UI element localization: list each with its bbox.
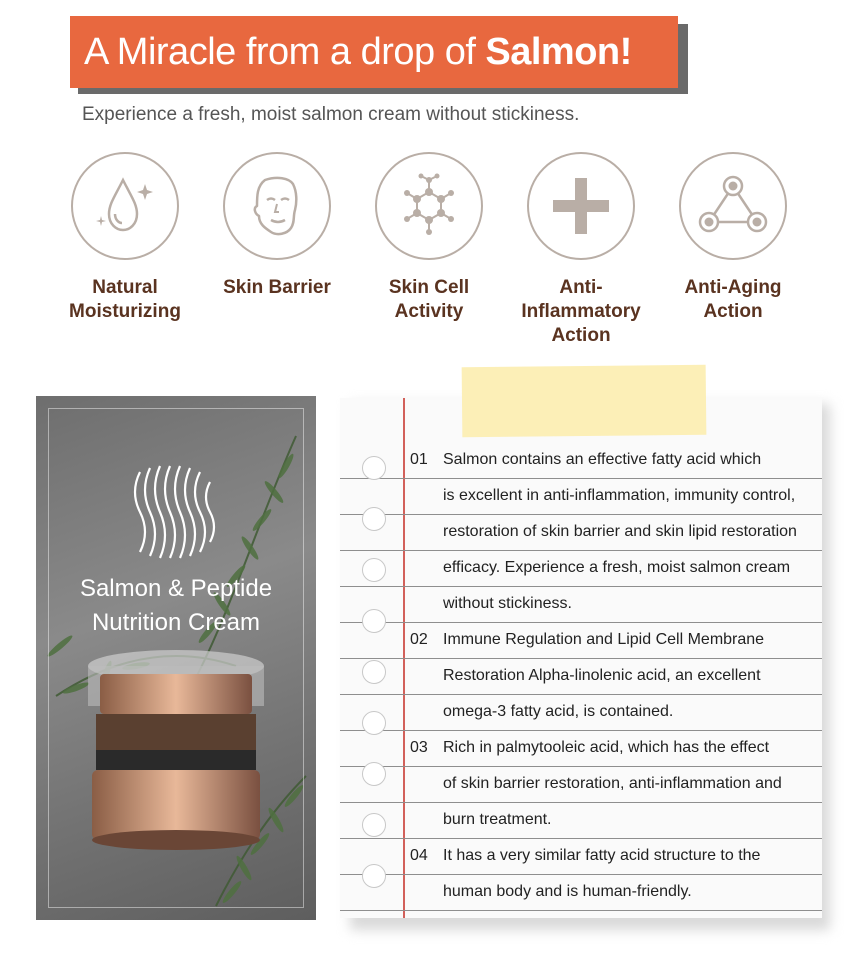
title-banner — [70, 16, 678, 88]
note-row: burn treatment. — [443, 811, 552, 828]
feature-anti-inflammatory — [506, 152, 656, 348]
note-row: 04 It has a very similar fatty acid structure to the — [410, 847, 761, 864]
title-main: A Miracle from a drop of — [84, 30, 476, 73]
binder-hole — [362, 507, 386, 531]
binder-hole — [362, 762, 386, 786]
feature-label: Skin Barrier — [223, 277, 331, 298]
water-drop-icon — [85, 166, 165, 246]
face-mask-icon — [237, 166, 317, 246]
molecule-icon — [389, 166, 469, 246]
masking-tape — [462, 365, 707, 438]
note-row: 03 Rich in palmytooleic acid, which has the effect — [410, 739, 770, 756]
binder-hole — [362, 813, 386, 837]
note-row: restoration of skin barrier and skin lipid restoration — [443, 523, 797, 540]
note-row: of skin barrier restoration, anti-inflammation and — [443, 775, 782, 792]
binder-hole — [362, 711, 386, 735]
note-row: Restoration Alpha-linolenic acid, an excellent — [443, 667, 761, 684]
notebook-paper — [340, 398, 822, 918]
title-highlight: Salmon! — [485, 30, 632, 73]
product-name: Salmon & Peptide Nutrition Cream — [79, 575, 273, 636]
feature-natural-moisturizing — [50, 152, 200, 324]
binder-hole — [362, 456, 386, 480]
note-row: human body and is human-friendly. — [443, 883, 692, 900]
binder-hole — [362, 609, 386, 633]
subtitle: Experience a fresh, moist salmon cream without stickiness. — [82, 104, 580, 125]
note-row: efficacy. Experience a fresh, moist salmon cream — [443, 559, 791, 576]
wave-logo-icon — [122, 462, 222, 562]
note-row: is excellent in anti-inflammation, immunity control, — [443, 487, 796, 504]
note-row: 01 Salmon contains an effective fatty acid which — [410, 451, 762, 468]
note-row: omega-3 fatty acid, is contained. — [443, 703, 674, 720]
binder-hole — [362, 864, 386, 888]
feature-list — [0, 152, 860, 352]
product-panel — [36, 396, 316, 920]
feature-label: Natural Moisturizing — [69, 277, 181, 322]
feature-skin-barrier — [202, 152, 352, 300]
feature-anti-aging — [658, 152, 808, 324]
triangle-nodes-icon — [693, 166, 773, 246]
feature-label: Anti- Inflammatory Action — [521, 277, 641, 346]
feature-skin-cell-activity — [354, 152, 504, 324]
cream-jar-image — [76, 644, 276, 854]
binder-hole — [362, 660, 386, 684]
feature-label: Skin Cell Activity — [388, 277, 470, 322]
feature-label: Anti-Aging Action — [684, 277, 782, 322]
plus-cross-icon — [541, 166, 621, 246]
binder-hole — [362, 558, 386, 582]
note-row: 02 Immune Regulation and Lipid Cell Membrane — [410, 631, 765, 648]
note-row: without stickiness. — [443, 595, 572, 612]
